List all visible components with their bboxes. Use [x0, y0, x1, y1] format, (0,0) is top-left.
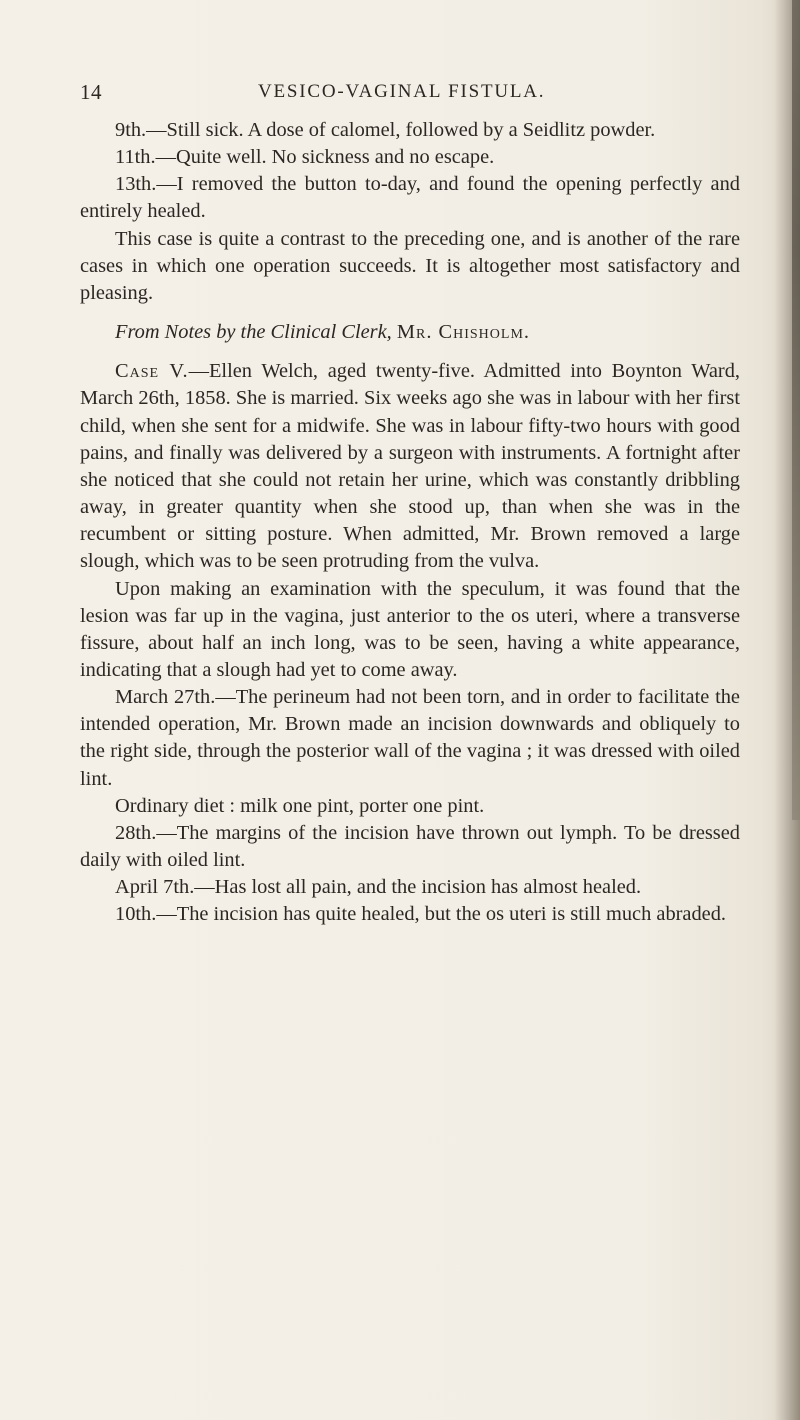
page-body [80, 117, 740, 929]
paragraph: 11th.—Quite well. No sickness and no escape. [115, 146, 495, 169]
case-paragraph [80, 358, 740, 575]
running-title: VESICO-VAGINAL FISTULA. [258, 81, 546, 102]
page-header [80, 80, 760, 110]
section-heading-source: From Notes by the Clinical Clerk, [115, 321, 392, 344]
paragraph: 9th.—Still sick. A dose of calomel, followed by a Seidlitz powder. [115, 119, 656, 141]
paragraph: 28th.—The margins of the incision have thrown out lymph. To be dressed daily with oiled lint. [80, 821, 740, 872]
paragraph: Upon making an examination with the speculum, it was found that the lesion was far up in the vagina, just anterior to the os uteri, where a transverse fissure, about half an inch long, was to be seen, having a white appearance, indicating that a slough had yet to come away. [80, 577, 740, 681]
section-heading-name: Mr. Chisholm. [396, 321, 531, 344]
paragraph: March 27th.—The perineum had not been torn, and in order to facilitate the intended operation, Mr. Brown made an incision downwards and obliquely to the right side, through the posterior wall of the vagina ; it was dressed with oiled lint. [80, 686, 740, 790]
paragraph: 10th.—The incision has quite healed, but the os uteri is still much abraded. [115, 903, 727, 926]
paragraph: Ordinary diet : milk one pint, porter one pint. [115, 794, 485, 817]
paragraph: 13th.—I removed the button to-day, and found the opening perfectly and entirely healed. [80, 173, 740, 223]
page-number: 14 [80, 80, 102, 104]
page-binding-edge [792, 0, 800, 820]
paragraph: April 7th.—Has lost all pain, and the incision has almost healed. [115, 876, 642, 899]
case-label: Case V. [115, 360, 189, 383]
case-text: —Ellen Welch, aged twenty-five. Admitted into Boynton Ward, March 26th, 1858. She is married. Six weeks ago she was in labour with her first child, when she sent for a midwife. She was in labour fifty-two hours with good pains, and finally was delivered by a surgeon with instruments. A fortnight after she noticed that she could not retain her urine, which was constantly dribbling away, in greater quantity when she stood up, than when she was in the recumbent or sitting posture. When admitted, Mr. Brown removed a large slough, which was to be seen protruding from the vulva. [80, 360, 740, 573]
section-heading [80, 319, 740, 346]
paragraph: This case is quite a contrast to the preceding one, and is another of the rare cases in which one operation succeeds. It is altogether most satisfactory and pleasing. [80, 227, 740, 304]
